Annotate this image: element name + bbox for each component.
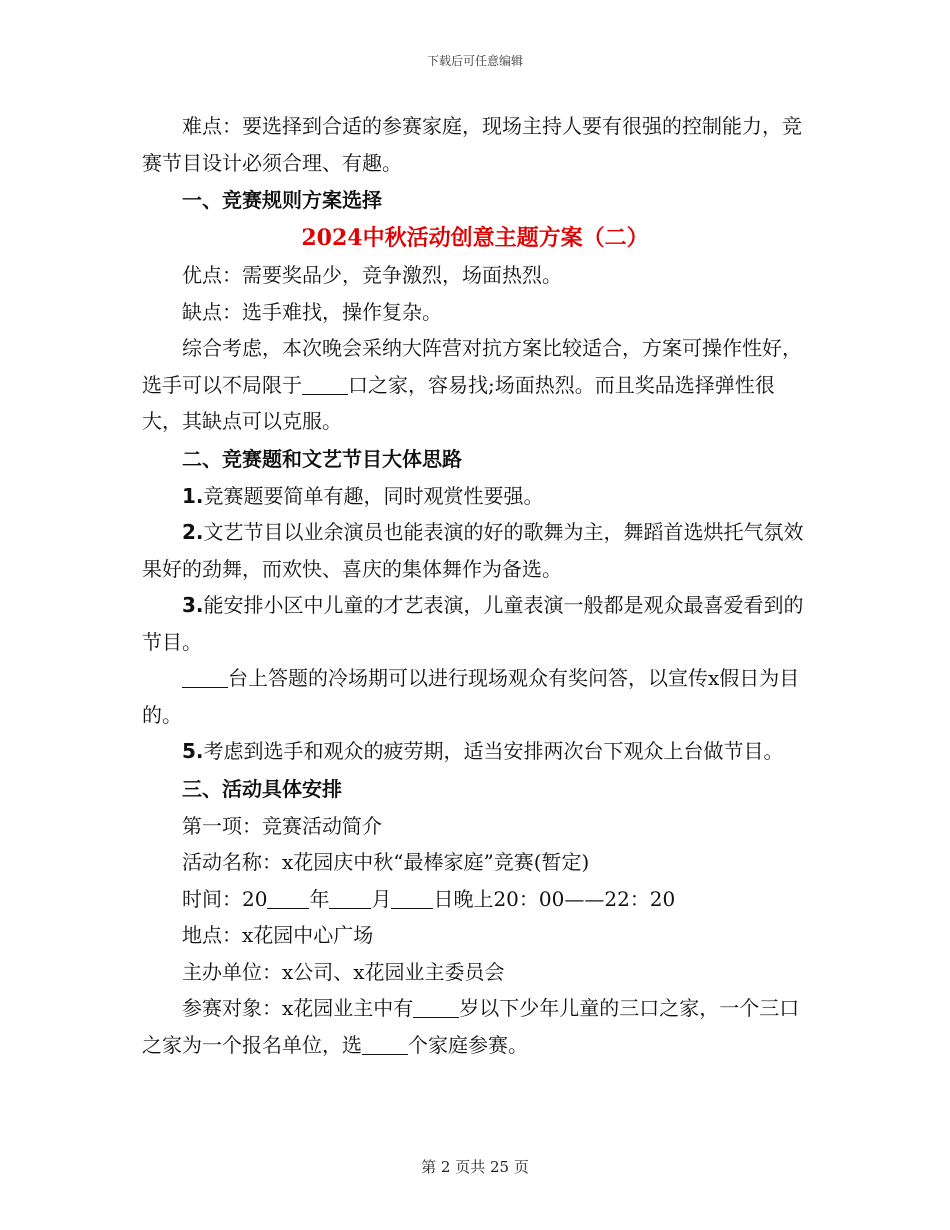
fill-blank [182, 667, 228, 688]
list-number: 5. [182, 739, 204, 763]
list-number: 2. [182, 520, 204, 544]
paragraph-conclusion [142, 330, 808, 440]
list-item-2 [142, 514, 808, 587]
activity-name: 活动名称：x花园庆中秋“最棒家庭”竞赛(暂定) [182, 850, 590, 874]
list-item-3 [142, 587, 808, 660]
time-day: 日晚上20：00——22：20 [433, 886, 676, 911]
paragraph-disadvantages: 缺点：选手难找，操作复杂。 [182, 299, 442, 324]
participants-text-c: 个家庭参赛。 [408, 1032, 528, 1057]
list-item-4 [142, 660, 808, 733]
fill-blank-year [267, 888, 309, 909]
activity-organizer: 主办单位：x公司、x花园业主委员会 [182, 959, 505, 984]
participants-text-b: 岁以下少年儿童的三口之家，一个三口之家为一个报名单位，选 [142, 996, 800, 1057]
fill-blank-day [391, 888, 433, 909]
list-number: 3. [182, 593, 204, 617]
time-month: 月 [371, 886, 392, 911]
page-footer: 第 2 页共 25 页 [421, 1158, 529, 1176]
document-title: 2024中秋活动创意主题方案（二） [301, 225, 649, 251]
page-header: 下载后可任意编辑 [426, 54, 523, 68]
list-item-text: 文艺节目以业余演员也能表演的好的歌舞为主，舞蹈首选烘托气氛效果好的劲舞，而欢快、喜庆的集体舞作为备选。 [142, 520, 804, 581]
fill-blank-age [413, 997, 459, 1018]
list-item-5 [142, 733, 808, 770]
document-body [142, 108, 808, 1063]
section-heading-2: 二、竞赛题和文艺节目大体思路 [182, 446, 462, 471]
activity-time [142, 881, 808, 918]
fill-blank-count [362, 1034, 408, 1055]
fill-blank-month [329, 888, 371, 909]
time-prefix: 时间：20 [182, 886, 268, 911]
fill-blank [302, 374, 348, 395]
schedule-item-intro: 第一项：竞赛活动简介 [182, 813, 382, 838]
conclusion-text-a: 综合考虑，本次晚会采纳大阵营对抗方案比较适合，方案可操作性好，选手可以不局限于 [142, 336, 802, 397]
activity-location: 地点：x花园中心广场 [182, 923, 374, 947]
list-item-text: 考虑到选手和观众的疲劳期，适当安排两次台下观众上台做节目。 [203, 739, 784, 763]
paragraph-advantages: 优点：需要奖品少，竞争激烈，场面热烈。 [182, 263, 562, 287]
participants-text-a: 参赛对象：x花园业主中有 [182, 996, 414, 1020]
list-item-text: 能安排小区中儿童的才艺表演，儿童表演一般都是观众最喜爱看到的节目。 [142, 593, 804, 654]
section-heading-1: 一、竞赛规则方案选择 [182, 188, 382, 212]
paragraph-difficulty: 难点：要选择到合适的参赛家庭，现场主持人要有很强的控制能力，竞赛节目设计必须合理、有趣。 [142, 114, 802, 175]
list-item-text: 竞赛题要简单有趣，同时观赏性要强。 [203, 483, 544, 508]
list-item-1 [142, 478, 808, 515]
activity-participants [142, 990, 808, 1063]
list-number: 1. [182, 483, 204, 508]
conclusion-text-b: 口之家，容易找;场面热烈。而且奖品选择弹性很大，其缺点可以克服。 [142, 372, 775, 433]
list-item-text: 台上答题的冷场期可以进行现场观众有奖问答，以宣传x假日为目的。 [142, 666, 800, 727]
section-heading-3: 三、活动具体安排 [182, 776, 342, 801]
time-year: 年 [309, 886, 330, 911]
